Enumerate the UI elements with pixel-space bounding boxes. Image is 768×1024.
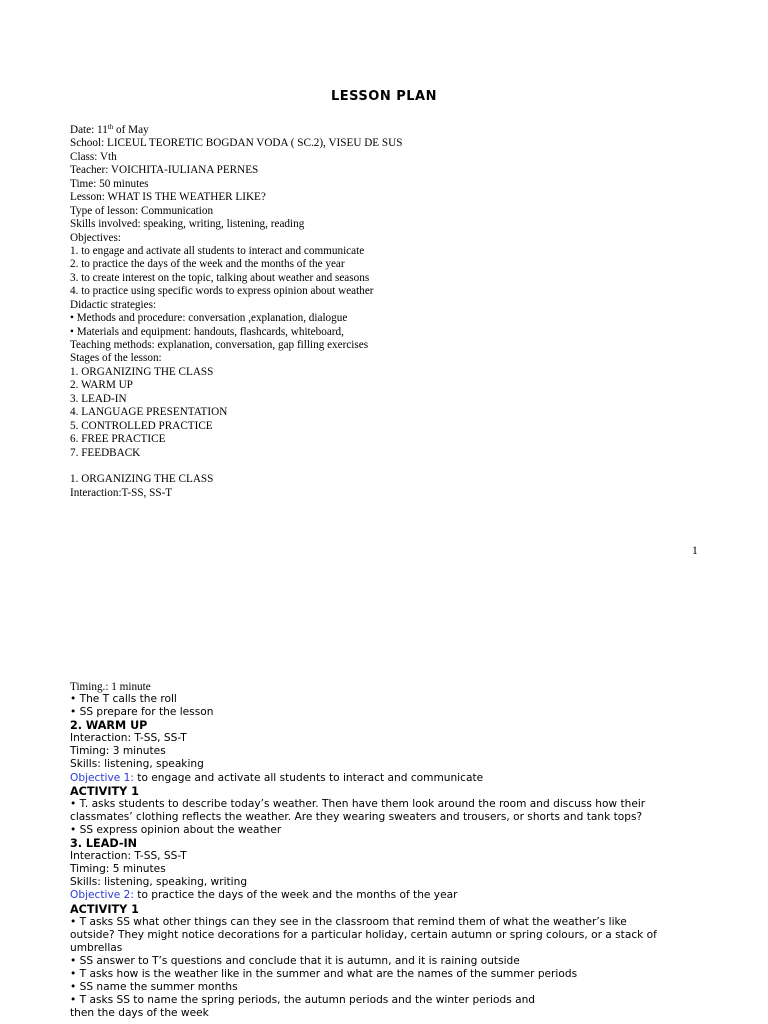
stage-item: 2. WARM UP — [70, 379, 133, 392]
list-item: • T asks SS what other things can they see in the classroom that remind them of what the weather’s like — [70, 915, 627, 928]
teacher-line: Teacher: VOICHITA-IULIANA PERNES — [70, 164, 259, 177]
section-heading-leadin: 3. LEAD-IN — [70, 837, 138, 851]
objective-1-line: Objective 1: to engage and activate all students to interact and communicate — [70, 771, 484, 784]
page-number: 1 — [692, 545, 698, 557]
didactic-label: Didactic strategies: — [70, 298, 157, 311]
objective-item: 1. to engage and activate all students to interact and communicate — [70, 244, 365, 257]
list-item: • SS prepare for the lesson — [70, 706, 214, 719]
time-line: Time: 50 minutes — [70, 177, 149, 190]
list-item: • SS name the summer months — [70, 981, 238, 994]
stage-item: 1. ORGANIZING THE CLASS — [70, 365, 214, 378]
stage-item: 6. FREE PRACTICE — [70, 433, 166, 446]
materials-line: • Materials and equipment: handouts, flashcards, whiteboard, — [70, 325, 344, 338]
list-item: classmates’ clothing reflects the weather. Are they wearing sweaters and trousers, or shorts and tank tops? — [70, 810, 643, 823]
list-item: outside? They might notice decorations for a particular holiday, certain autumn or spring colours, or a stack of — [70, 928, 657, 941]
skills-line: Skills involved: speaking, writing, listening, reading — [70, 218, 305, 231]
page-title: LESSON PLAN — [330, 89, 437, 104]
school-line: School: LICEUL TEORETIC BOGDAN VODA ( SC.2), VISEU DE SUS — [70, 137, 403, 150]
objective-2-label: Objective 2: — [70, 889, 134, 902]
list-item: • SS answer to T’s questions and conclude that it is autumn, and it is raining outside — [70, 954, 520, 967]
leadin-skills: Skills: listening, speaking, writing — [70, 876, 248, 889]
leadin-timing: Timing: 5 minutes — [70, 863, 166, 876]
list-item: umbrellas — [70, 941, 123, 954]
objective-2-line: Objective 2: to practice the days of the week and the months of the year — [70, 889, 458, 902]
type-line: Type of lesson: Communication — [70, 204, 214, 217]
list-item: • T. asks students to describe today’s weather. Then have them look around the room and discuss how their — [70, 797, 646, 810]
methods-line: • Methods and procedure: conversation ,explanation, dialogue — [70, 312, 348, 325]
stage-item: 7. FEEDBACK — [70, 446, 141, 459]
activity-heading: ACTIVITY 1 — [70, 784, 139, 798]
organizing-timing: Timing.: 1 minute — [70, 681, 151, 693]
stage-item: 5. CONTROLLED PRACTICE — [70, 419, 213, 432]
class-line: Class: Vth — [70, 150, 117, 163]
leadin-interaction: Interaction: T-SS, SS-T — [70, 850, 187, 863]
list-item: then the days of the week — [70, 1007, 209, 1020]
lesson-header — [70, 124, 710, 500]
lesson-line: Lesson: WHAT IS THE WEATHER LIKE? — [70, 191, 266, 204]
stage-item: 4. LANGUAGE PRESENTATION — [70, 406, 228, 419]
activity-heading: ACTIVITY 1 — [70, 902, 139, 916]
section-heading-warmup: 2. WARM UP — [70, 719, 148, 733]
list-item: • T asks SS to name the spring periods, the autumn periods and the winter periods and — [70, 994, 536, 1007]
objective-1-label: Objective 1: — [70, 771, 134, 784]
list-item: • The T calls the roll — [70, 693, 177, 705]
list-item: • T asks how is the weather like in the summer and what are the names of the summer periods — [70, 967, 578, 980]
warmup-skills: Skills: listening, speaking — [70, 758, 204, 771]
date-line: Date: 11th of May — [70, 123, 149, 136]
warmup-timing: Timing: 3 minutes — [70, 745, 166, 758]
warmup-interaction: Interaction: T-SS, SS-T — [70, 732, 187, 745]
objective-item: 2. to practice the days of the week and the months of the year — [70, 258, 345, 271]
section-organizing-title: 1. ORGANIZING THE CLASS — [70, 473, 214, 486]
list-item: • SS express opinion about the weather — [70, 823, 282, 836]
stage-item: 3. LEAD-IN — [70, 392, 127, 405]
teaching-line: Teaching methods: explanation, conversation, gap filling exercises — [70, 339, 369, 351]
objectives-label: Objectives: — [70, 231, 121, 244]
lesson-body — [70, 693, 710, 1020]
spacer — [70, 460, 710, 473]
objective-item: 3. to create interest on the topic, talking about weather and seasons — [70, 271, 370, 284]
section-organizing-interaction: Interaction:T-SS, SS-T — [70, 486, 173, 499]
objective-item: 4. to practice using specific words to express opinion about weather — [70, 285, 374, 298]
stages-label: Stages of the lesson: — [70, 352, 162, 365]
